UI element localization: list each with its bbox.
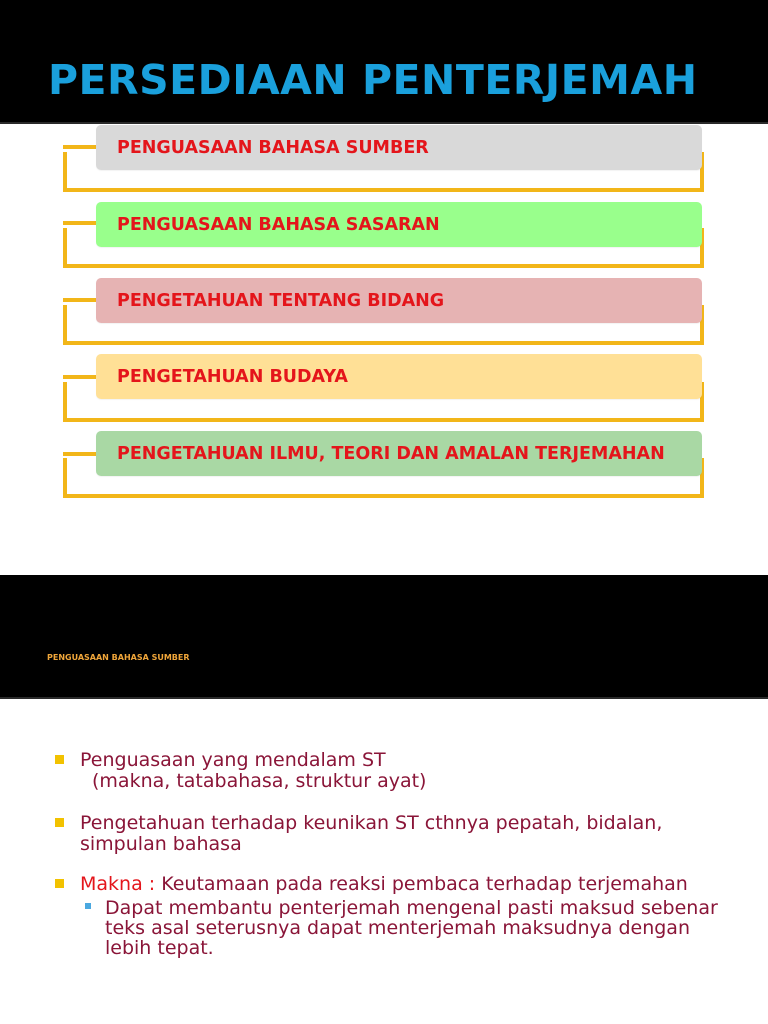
slide-2-header-band [0, 575, 768, 697]
square-bullet-icon [55, 879, 64, 888]
list-item-box [96, 354, 702, 399]
bullet-text-continuation: (makna, tatabahasa, struktur ayat) [92, 770, 427, 792]
bracket-tick [63, 375, 96, 379]
list-item-box [96, 431, 702, 476]
bullet-text: Pengetahuan terhadap keunikan ST cthnya pepatah, bidalan, [80, 812, 663, 834]
sub-bullet-text: teks asal seterusnya dapat menterjemah maksudnya dengan [105, 917, 690, 939]
square-sub-bullet-icon [85, 903, 91, 909]
bracket-tick [63, 452, 96, 456]
bullet-text: Keutamaan pada reaksi pembaca terhadap terjemahan [155, 873, 688, 895]
bullet-item [80, 874, 740, 895]
list-item-label: PENGUASAAN BAHASA SASARAN [117, 214, 440, 235]
bullet-text-continuation: simpulan bahasa [80, 833, 242, 855]
list-item-box [96, 278, 702, 323]
header-divider [0, 697, 768, 699]
list-item-box [96, 125, 702, 170]
slide-1-title: PERSEDIAAN PENTERJEMAH [48, 56, 698, 104]
bracket-tick [63, 221, 96, 225]
list-item-label: PENGUASAAN BAHASA SUMBER [117, 137, 429, 158]
list-item-label: PENGETAHUAN TENTANG BIDANG [117, 290, 445, 311]
bullet-label: Makna : [80, 873, 156, 895]
bullet-item [80, 813, 740, 855]
slide-1-header-band [0, 0, 768, 122]
bullet-item [80, 750, 740, 792]
slide-2 [0, 575, 768, 1024]
bracket-tick [63, 145, 96, 149]
list-item-label: PENGETAHUAN BUDAYA [117, 366, 348, 387]
bullet-text: Penguasaan yang mendalam ST [80, 749, 386, 771]
slide-2-title: PENGUASAAN BAHASA SUMBER [47, 653, 190, 662]
list-item-box [96, 202, 702, 247]
square-bullet-icon [55, 755, 64, 764]
list-item-label: PENGETAHUAN ILMU, TEORI DAN AMALAN TERJEMAHAN [117, 443, 665, 464]
sub-bullet-text: lebih tepat. [105, 937, 214, 959]
sub-bullet-item [105, 898, 735, 958]
header-divider [0, 122, 768, 124]
sub-bullet-text: Dapat membantu penterjemah mengenal pasti maksud sebenar [105, 897, 718, 919]
square-bullet-icon [55, 818, 64, 827]
bracket-tick [63, 298, 96, 302]
